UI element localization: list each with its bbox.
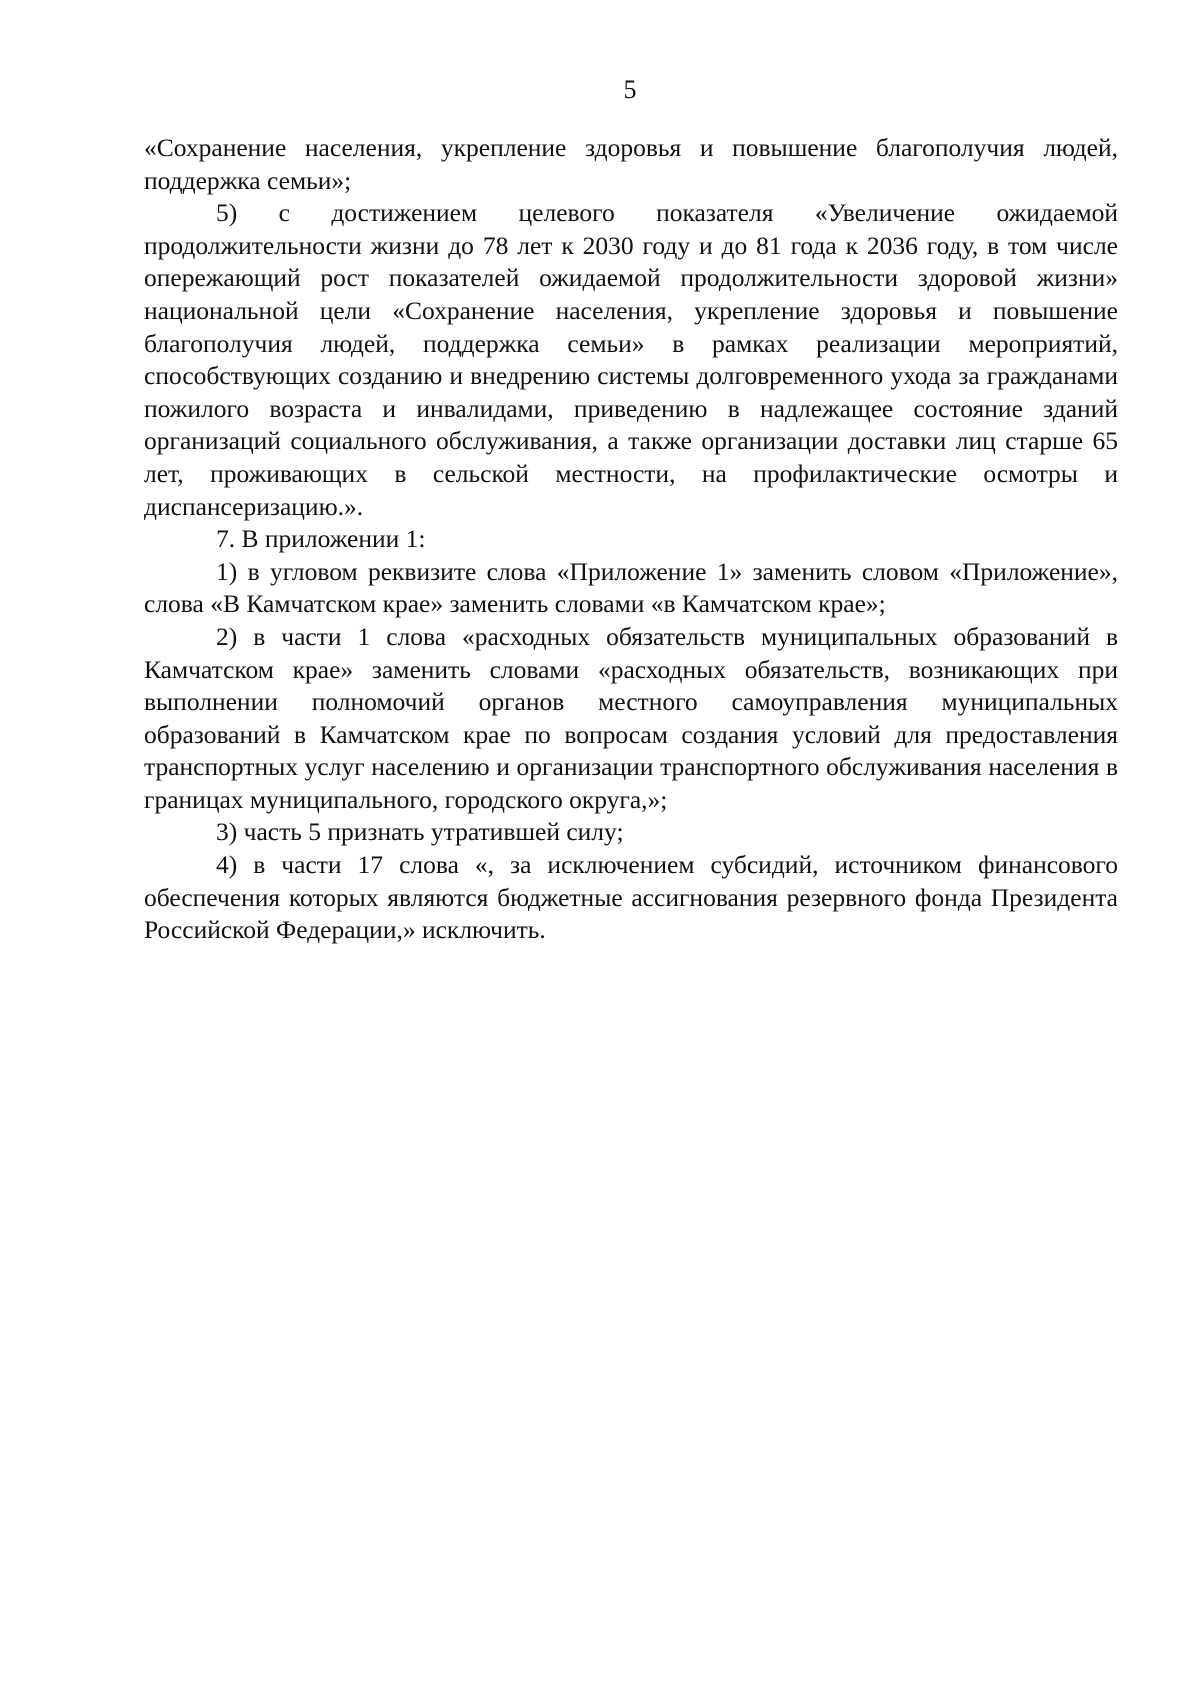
page-number: 5 [623, 75, 637, 104]
paragraph-section-7: 7. В приложении 1: [216, 524, 426, 554]
paragraph-item-3: 3) часть 5 признать утратившей силу; [216, 817, 624, 847]
paragraph-continuation: «Сохранение населения, укрепление здоровья и повышение благополучия людей, поддержка семьи»; [144, 133, 1118, 195]
paragraph-item-2: 2) в части 1 слова «расходных обязательств муниципальных образований в Камчатском крае» заменить словами «расходных обязательств, возникающих при выполнении полномочий органов местного самоуправления муниципальных образований в Камчатском крае по вопросам создания условий для предоставления транспортных услуг населению и организации транспортного обслуживания населения в границах муниципального, городского округа,»; [144, 621, 1118, 814]
paragraph-item-5: 5) с достижением целевого показателя «Увеличение ожидаемой продолжительности жизни до 78 лет к 2030 году и до 81 года к 2036 году, в том числе опережающий рост показателей ожидаемой продолжительности здоровой жизни» национальной цели «Сохранение населения, укрепление здоровья и повышение благополучия людей, поддержка семьи» в рамках реализации мероприятий, способствующих созданию и внедрению системы долговременного ухода за гражданами пожилого возраста и инвалидами, приведению в надлежащее состояние зданий организаций социального обслуживания, а также организации доставки лиц старше 65 лет, проживающих в сельской местности, на профилактические осмотры и диспансеризацию.». [144, 198, 1118, 521]
paragraph-item-4: 4) в части 17 слова «, за исключением субсидий, источником финансового обеспечения которых являются бюджетные ассигнования резервного фонда Президента Российской Федерации,» исключить. [144, 850, 1118, 945]
paragraph-item-1: 1) в угловом реквизите слова «Приложение 1» заменить словом «Приложение», слова «В Камчатском крае» заменить словами «в Камчатском крае»; [144, 556, 1118, 619]
document-body [144, 132, 1118, 947]
